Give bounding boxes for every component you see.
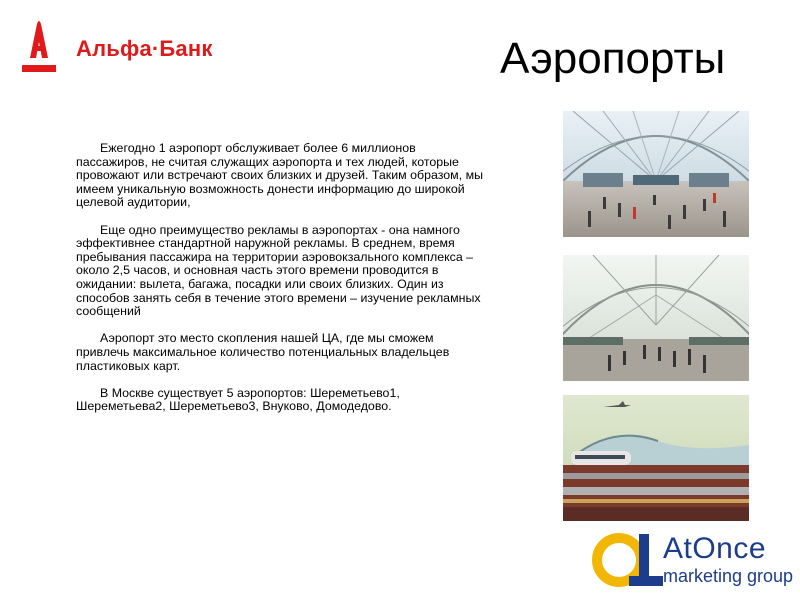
slide-title: Аэропорты	[500, 34, 726, 83]
atonce-logo-mark-icon	[585, 530, 665, 592]
atonce-logo	[585, 530, 795, 592]
partner-name: AtOnce	[663, 532, 767, 565]
partner-tagline: marketing group	[663, 566, 794, 586]
airport-terminal-hall-photo	[563, 111, 749, 237]
paragraph: Аэропорт это место скопления нашей ЦА, где мы сможем привлечь максимальное количество потенциальных владельцев пластиковых карт.	[76, 331, 450, 373]
paragraph: Ежегодно 1 аэропорт обслуживает более 6 миллионов пассажиров, не считая служащих аэропорта и тех людей, которые провожают или встречают своих близких и друзей. Таким образом, мы имеем уникальную возможность донести информацию до широкой целевой аудитории,	[76, 141, 484, 210]
alfa-a-letter-icon	[20, 18, 58, 74]
brand-name: Альфа·Банк	[76, 36, 213, 61]
body-text	[76, 142, 488, 427]
paragraph: Еще одно преимущество рекламы в аэропортах - она намного эффективнее стандартной наружной рекламы. В среднем, время пребывания пассажира на территории аэровокзального комплекса – около 2,5 часов, и основная часть этого времени проводится в ожидании: вылета, багажа, посадки или своих близких. Один из способов занять себя в течение этого времени – изучение рекламных сообщений	[76, 222, 481, 319]
airport-concourse-photo	[563, 255, 749, 381]
alfa-bank-logo	[20, 18, 220, 78]
airport-exterior-with-train-photo	[563, 395, 749, 521]
paragraph: В Москве существует 5 аэропортов: Шереметьево1, Шереметьева2, Шереметьево3, Внуково, Домодедово.	[76, 385, 400, 414]
